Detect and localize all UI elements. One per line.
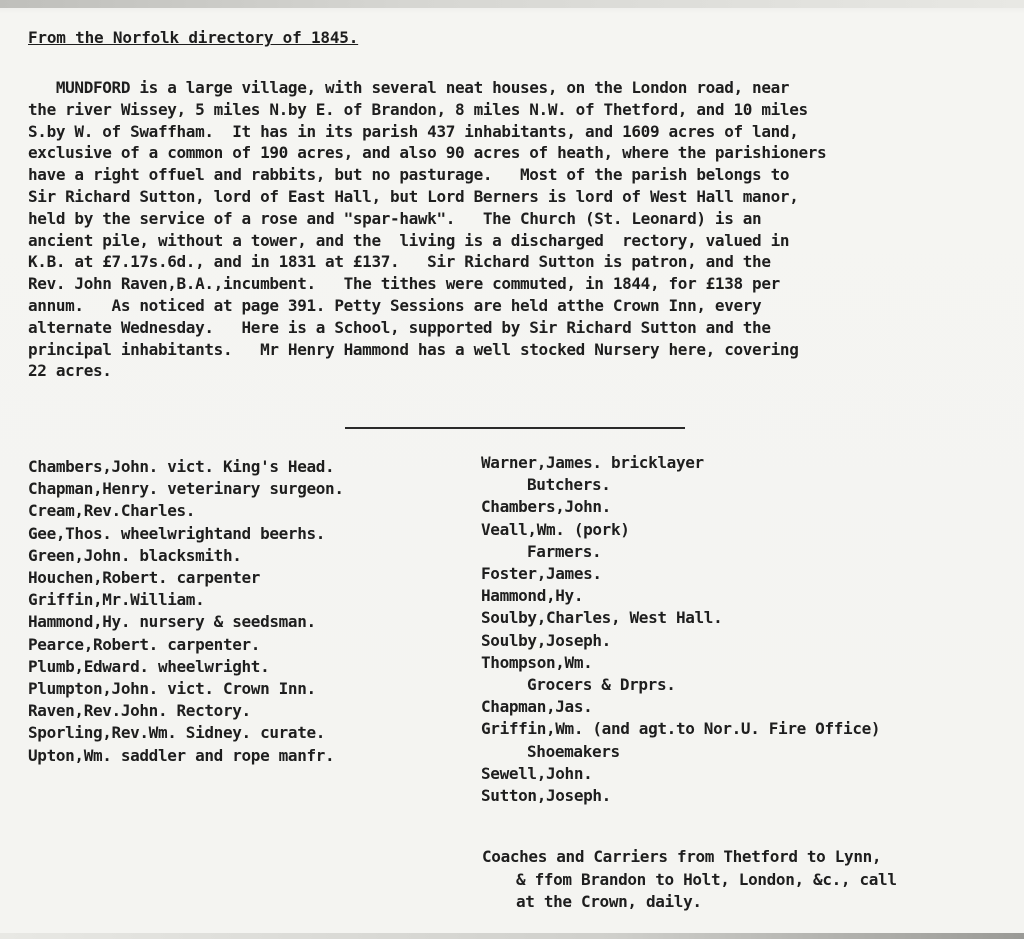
paragraph-line: alternate Wednesday. Here is a School, supported by Sir Richard Sutton and the [28,317,771,337]
list-item: Raven,Rev.John. Rectory. [28,701,251,721]
paragraph-line: principal inhabitants. Mr Henry Hammond has a well stocked Nursery here, covering [28,339,799,359]
list-item: Pearce,Robert. carpenter. [28,634,261,654]
paragraph-line: Sir Richard Sutton, lord of East Hall, but Lord Berners is lord of West Hall manor, [28,186,799,206]
list-item: Sewell,John. [481,763,593,783]
residents-list-left [28,456,344,767]
trade-heading: Farmers. [527,541,602,561]
list-item: Soulby,Charles, West Hall. [481,608,723,628]
list-item: Sutton,Joseph. [481,786,611,806]
residents-list-right [481,452,880,807]
list-item: Green,John. blacksmith. [28,545,242,565]
paragraph-line: ancient pile, without a tower, and the living is a discharged rectory, valued in [28,230,790,250]
paragraph-line: have a right offuel and rabbits, but no pasturage. Most of the parish belongs to [28,165,790,185]
list-item: Soulby,Joseph. [481,630,611,650]
coaches-line: & ffom Brandon to Holt, London, &c., call [516,869,897,889]
list-item: Chapman,Henry. veterinary surgeon. [28,479,344,499]
paragraph-line: S.by W. of Swaffham. It has in its parish 437 inhabitants, and 1609 acres of land, [28,121,799,141]
list-item: Thompson,Wm. [481,652,593,672]
paragraph-line: K.B. at £7.17s.6d., and in 1831 at £137. Sir Richard Sutton is patron, and the [28,252,771,272]
paragraph-line: the river Wissey, 5 miles N.by E. of Brandon, 8 miles N.W. of Thetford, and 10 miles [28,99,808,119]
paragraph-line: annum. As noticed at page 391. Petty Sessions are held atthe Crown Inn, every [28,295,762,315]
list-item: Chapman,Jas. [481,697,593,717]
document-title: From the Norfolk directory of 1845. [28,28,359,47]
list-item: Houchen,Robert. carpenter [28,568,261,588]
paragraph-line: exclusive of a common of 190 acres, and also 90 acres of heath, where the parishioners [28,143,827,163]
list-item: Griffin,Mr.William. [28,590,205,610]
trade-heading: Butchers. [527,475,611,495]
list-item: Plumpton,John. vict. Crown Inn. [28,679,316,699]
list-item: Warner,James. bricklayer [481,453,704,472]
page-bottom-edge [0,933,1024,939]
paragraph-line: Rev. John Raven,B.A.,incumbent. The tithes were commuted, in 1844, for £138 per [28,274,780,294]
list-item: Upton,Wm. saddler and rope manfr. [28,745,335,765]
description-paragraph [28,77,1003,382]
page-top-edge [0,0,1024,8]
coaches-line: at the Crown, daily. [516,892,702,911]
list-item: Chambers,John. [481,497,611,517]
list-item: Cream,Rev.Charles. [28,501,196,521]
list-item: Veall,Wm. (pork) [481,519,630,539]
coaches-line: Coaches and Carriers from Thetford to Lynn, [482,847,882,866]
list-item: Hammond,Hy. nursery & seedsman. [28,612,316,632]
list-item: Chambers,John. vict. King's Head. [28,457,335,476]
coaches-note [482,846,897,914]
list-item: Plumb,Edward. wheelwright. [28,656,270,676]
list-item: Gee,Thos. wheelwrightand beerhs. [28,523,326,543]
list-item: Foster,James. [481,564,602,584]
trade-heading: Shoemakers [527,741,620,761]
paragraph-line: 22 acres. [28,361,112,381]
list-item: Hammond,Hy. [481,586,584,606]
list-item: Sporling,Rev.Wm. Sidney. curate. [28,723,326,743]
section-divider [345,427,685,429]
list-item: Griffin,Wm. (and agt.to Nor.U. Fire Office) [481,719,881,739]
trade-heading: Grocers & Drprs. [527,675,676,695]
paragraph-line: MUNDFORD is a large village, with several neat houses, on the London road, near [28,78,790,97]
paragraph-line: held by the service of a rose and "spar-hawk". The Church (St. Leonard) is an [28,208,762,228]
